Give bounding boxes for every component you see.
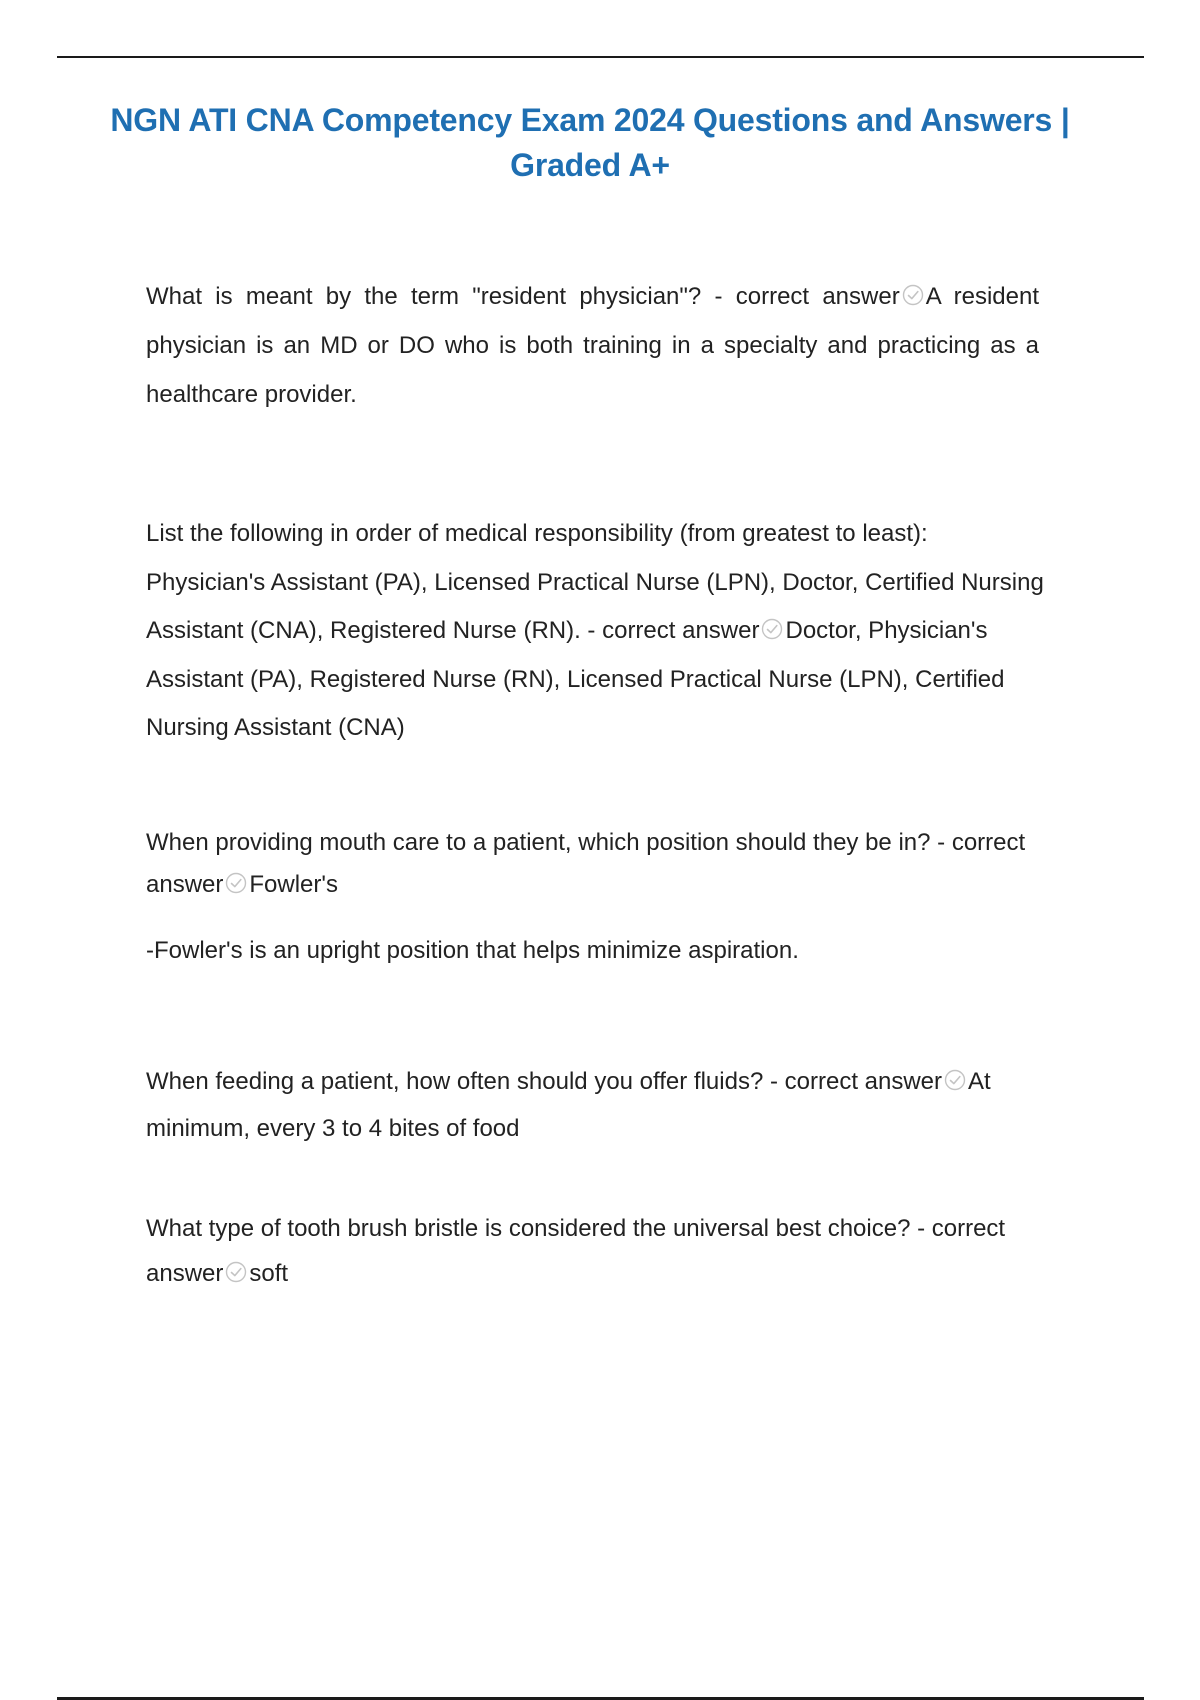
qa-paragraph xyxy=(146,510,1046,753)
answer-label: - correct answer xyxy=(146,829,1026,898)
answer-text: Doctor, Physician's Assistant (PA), Registered Nurse (RN), Licensed Practical Nurse (LPN), Certified Nursing Assistant (CNA) xyxy=(146,617,1005,741)
check-circle-icon xyxy=(224,871,248,895)
question-text: What is meant by the term "resident physician"? xyxy=(146,283,702,310)
question-text: List the following in order of medical responsibility (from greatest to least): Physician's Assistant (PA), Licensed Practical Nurse (LPN), Doctor, Certified Nursing Assistant (CNA), Registered Nurse (RN). xyxy=(146,520,1044,644)
qa-paragraph xyxy=(146,1206,1046,1296)
qa-item xyxy=(146,1206,1046,1296)
check-circle-icon xyxy=(901,283,925,307)
question-text: When feeding a patient, how often should you offer fluids? xyxy=(146,1068,764,1095)
answer-text: At minimum, every 3 to 4 bites of food xyxy=(146,1068,991,1142)
qa-item xyxy=(146,510,1046,753)
check-circle-icon xyxy=(943,1068,967,1092)
qa-item xyxy=(146,272,1039,419)
qa-paragraph xyxy=(146,822,1046,906)
answer-text: Fowler's xyxy=(249,871,338,898)
check-circle-icon xyxy=(224,1260,248,1284)
qa-paragraph xyxy=(146,1058,1046,1152)
answer-text: A resident physician is an MD or DO who is both training in a specialty and practicing as a healthcare provider. xyxy=(146,283,1040,408)
answer-label: - correct answer xyxy=(701,283,900,310)
top-divider xyxy=(57,56,1144,58)
answer-label: - correct answer xyxy=(763,1068,943,1095)
qa-paragraph xyxy=(146,272,1039,419)
answer-label: - correct answer xyxy=(580,617,760,644)
answer-label: - correct answer xyxy=(146,1215,1006,1287)
question-text: What type of tooth brush bristle is considered the universal best choice? xyxy=(146,1215,911,1242)
answer-note: -Fowler's is an upright position that helps minimize aspiration. xyxy=(146,937,799,964)
qa-item xyxy=(146,1058,1046,1152)
document-title: NGN ATI CNA Competency Exam 2024 Questions and Answers | Graded A+ xyxy=(110,102,1070,183)
question-text: When providing mouth care to a patient, which position should they be in? xyxy=(146,829,931,856)
qa-item xyxy=(146,822,1046,972)
check-circle-icon xyxy=(760,617,784,641)
answer-text: soft xyxy=(249,1260,289,1287)
